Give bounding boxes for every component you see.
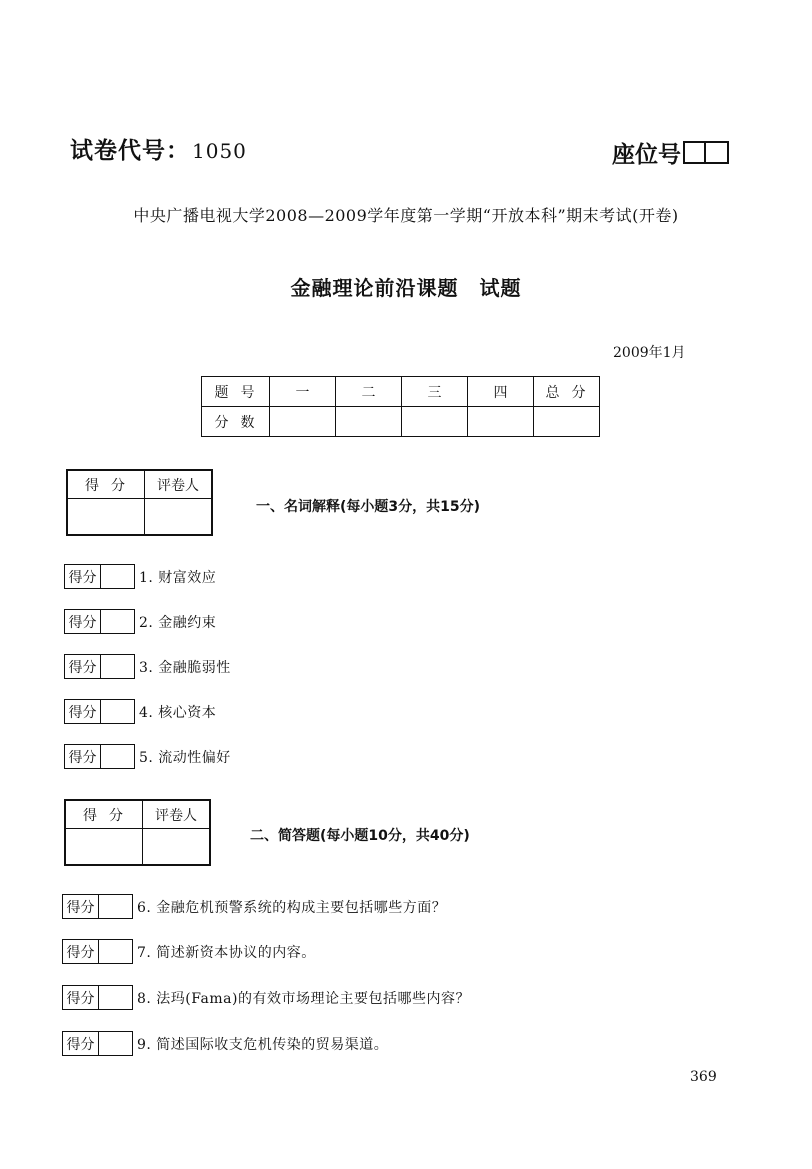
score-cell[interactable] (468, 407, 534, 437)
question-score-cell[interactable] (101, 700, 134, 723)
question-score-cell[interactable] (101, 745, 134, 768)
question-score-label: 得分 (65, 700, 101, 723)
question-score-cell[interactable] (99, 895, 132, 918)
grader-score-label: 得分 (67, 470, 145, 499)
score-table-score-row (202, 407, 600, 437)
question-score-box[interactable] (62, 1031, 133, 1056)
column-1: 一 (270, 377, 336, 407)
grader-score-cell[interactable] (65, 829, 143, 866)
grader-reviewer-label: 评卷人 (145, 470, 213, 499)
question-text: 8. 法玛(Fama)的有效市场理论主要包括哪些内容？ (137, 990, 470, 1007)
grader-reviewer-cell[interactable] (145, 499, 213, 536)
question-score-cell[interactable] (101, 655, 134, 678)
question-score-cell[interactable] (101, 610, 134, 633)
list-item (62, 939, 316, 964)
score-table (201, 376, 600, 437)
course-title: 金融理论前沿课题 试题 (290, 276, 522, 300)
question-text: 4. 核心资本 (139, 704, 217, 721)
question-score-label: 得分 (63, 940, 99, 963)
question-text: 6. 金融危机预警系统的构成主要包括哪些方面？ (137, 899, 447, 916)
question-score-cell[interactable] (99, 986, 132, 1009)
score-label: 分数 (202, 407, 270, 437)
question-score-label: 得分 (63, 986, 99, 1009)
list-item (64, 609, 216, 634)
paper-code-label: 试卷代号： (70, 138, 190, 164)
list-item (64, 699, 216, 724)
column-total: 总分 (534, 377, 600, 407)
paper-code (70, 132, 247, 165)
grader-box-section2 (64, 799, 211, 866)
question-score-box[interactable] (64, 564, 135, 589)
question-score-box[interactable] (64, 699, 135, 724)
question-score-label: 得分 (65, 565, 101, 588)
list-item (64, 564, 216, 589)
list-item (62, 894, 446, 919)
question-score-cell[interactable] (101, 565, 134, 588)
question-text: 5. 流动性偏好 (139, 749, 231, 766)
seat-label: 座位号 (612, 142, 681, 168)
question-score-cell[interactable] (99, 1032, 132, 1055)
list-item (64, 744, 231, 769)
column-2: 二 (336, 377, 402, 407)
question-text: 2. 金融约束 (139, 614, 217, 631)
score-cell[interactable] (270, 407, 336, 437)
question-score-box[interactable] (62, 939, 133, 964)
seat-box[interactable] (683, 141, 706, 164)
score-cell[interactable] (402, 407, 468, 437)
question-score-label: 得分 (65, 655, 101, 678)
grader-box-section1 (66, 469, 213, 536)
question-score-label: 得分 (65, 610, 101, 633)
seat-box[interactable] (706, 141, 729, 164)
list-item (62, 985, 470, 1010)
section1-title: 一、名词解释(每小题3分，共15分) (256, 499, 481, 515)
question-score-label: 得分 (63, 895, 99, 918)
question-text: 7. 简述新资本协议的内容。 (137, 944, 316, 961)
grader-score-cell[interactable] (67, 499, 145, 536)
list-item (62, 1031, 388, 1056)
page-number: 369 (690, 1069, 717, 1085)
seat-number (612, 136, 729, 169)
exam-title: 中央广播电视大学2008—2009学年度第一学期“开放本科”期末考试(开卷) (133, 206, 679, 225)
column-3: 三 (402, 377, 468, 407)
paper-code-value: 1050 (192, 139, 247, 163)
section2-title: 二、简答题(每小题10分，共40分) (250, 828, 470, 844)
grader-reviewer-cell[interactable] (143, 829, 211, 866)
score-cell[interactable] (534, 407, 600, 437)
question-score-box[interactable] (64, 744, 135, 769)
seat-boxes[interactable] (683, 141, 729, 164)
question-score-label: 得分 (63, 1032, 99, 1055)
question-score-label: 得分 (65, 745, 101, 768)
question-score-box[interactable] (64, 654, 135, 679)
column-4: 四 (468, 377, 534, 407)
question-number-label: 题号 (202, 377, 270, 407)
question-text: 9. 简述国际收支危机传染的贸易渠道。 (137, 1036, 389, 1053)
question-text: 3. 金融脆弱性 (139, 659, 231, 676)
grader-score-label: 得分 (65, 800, 143, 829)
question-score-cell[interactable] (99, 940, 132, 963)
score-cell[interactable] (336, 407, 402, 437)
question-text: 1. 财富效应 (139, 569, 217, 586)
exam-date: 2009年1月 (613, 345, 686, 361)
grader-reviewer-label: 评卷人 (143, 800, 211, 829)
list-item (64, 654, 231, 679)
question-score-box[interactable] (62, 985, 133, 1010)
score-table-header-row (202, 377, 600, 407)
question-score-box[interactable] (62, 894, 133, 919)
question-score-box[interactable] (64, 609, 135, 634)
